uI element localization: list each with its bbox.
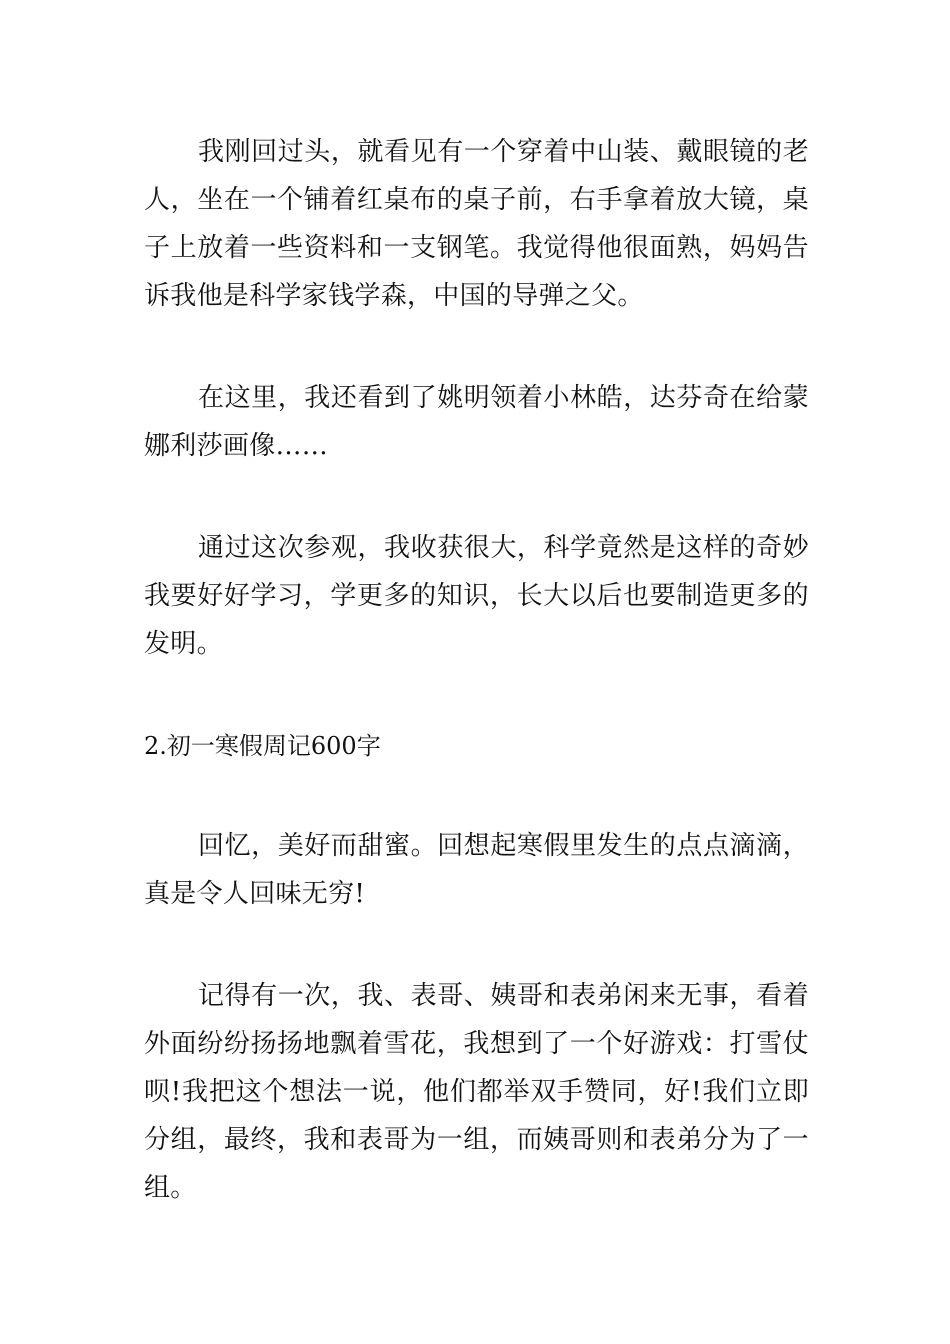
paragraph-memories: 回忆，美好而甜蜜。回想起寒假里发生的点点滴滴，真是令人回味无穷! [144,831,809,909]
paragraph-yao-ming: 在这里，我还看到了姚明领着小林皓，达芬奇在给蒙娜利莎画像…… [144,383,809,461]
paragraph-visit-summary: 通过这次参观，我收获很大，科学竟然是这样的奇妙我要好好学习，学更多的知识，长大以后也要制造更多的发明。 [144,533,809,659]
paragraph-snowball-fight: 记得有一次，我、表哥、姨哥和表弟闲来无事，看着外面纷纷扬扬地飘着雪花，我想到了一个好游戏：打雪仗呗!我把这个想法一说，他们都举双手赞同，好!我们立即分组，最终，我和表哥为一组，而姨哥则和表弟分为了一组。 [144,981,809,1203]
paragraph-qian-xuesen: 我刚回过头，就看见有一个穿着中山装、戴眼镜的老人，坐在一个铺着红桌布的桌子前，右手拿着放大镜，桌子上放着一些资料和一支钢笔。我觉得他很面熟，妈妈告诉我他是科学家钱学森，中国的导弹之父。 [144,137,809,311]
section-heading: 2.初一寒假周记600字 [144,732,381,760]
